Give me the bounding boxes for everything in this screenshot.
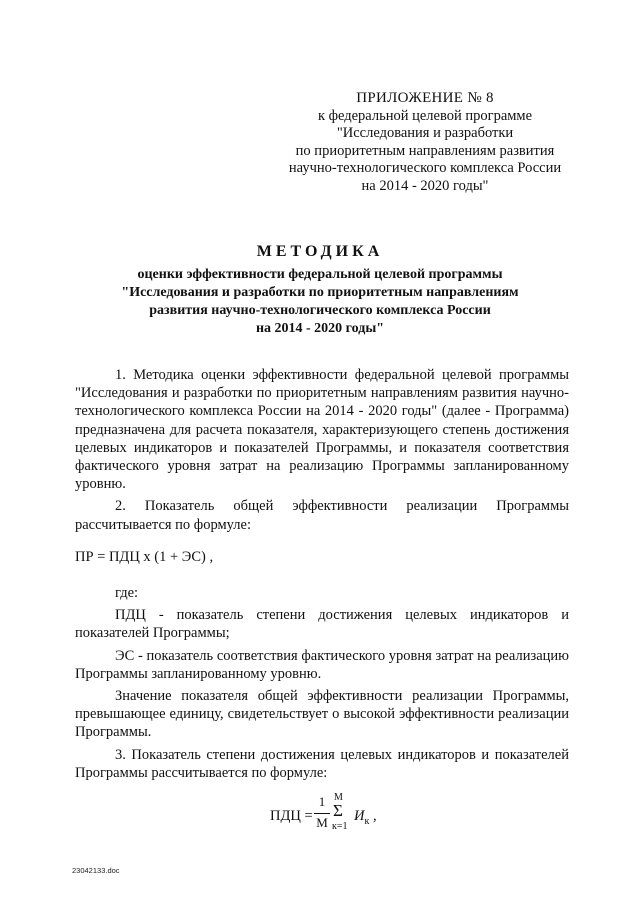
appendix-line: по приоритетным направлениям развития [295, 142, 555, 159]
method-subtitle [70, 266, 570, 338]
fraction-bar [314, 813, 330, 814]
subtitle-line: оценки эффективности федеральной целевой программы [137, 267, 503, 282]
paragraph-1: 1. Методика оценки эффективности федеральной целевой программы "Исследования и разработки по приоритетным направлениям развития научно-технологического комплекса России на 2014 - 2020 годы" (далее - Программа) предназначена для расчета показателя, характеризующего степень достижения целевых индикаторов и показателей Программы, и показателя соответствия фактического уровня затрат на реализацию Программы запланированному уровню. [75, 367, 569, 493]
document-body [75, 366, 569, 782]
definition-pdc: ПДЦ - показатель степени достижения целевых индикаторов и показателей Программы; [75, 607, 569, 642]
paragraph-2: 2. Показатель общей эффективности реализации Программы рассчитывается по формуле: [75, 498, 569, 533]
definition-es: ЭС - показатель соответствия фактического уровня затрат на реализацию Программы запланированному уровню. [75, 647, 569, 682]
appendix-line: к федеральной целевой программе [317, 107, 533, 124]
appendix-line: на 2014 - 2020 годы" [361, 177, 489, 194]
subtitle-line: развития научно-технологического комплекса России [149, 303, 491, 318]
subtitle-line: на 2014 - 2020 годы" [255, 321, 385, 336]
term-tail: , [369, 808, 377, 824]
sum-lower-limit: к=1 [332, 821, 348, 832]
formula-2-lhs: ПДЦ = [270, 808, 313, 824]
paragraph-4: 3. Показатель степени достижения целевых индикаторов и показателей Программы рассчитывается по формуле: [75, 746, 569, 781]
sum-upper-limit: М [334, 792, 343, 803]
term-symbol: И [354, 808, 365, 824]
subtitle-line: "Исследования и разработки по приоритетным направлениям [121, 285, 519, 300]
term-subscript: к [364, 815, 370, 827]
appendix-line: научно-технологического комплекса России [288, 160, 562, 176]
paragraph-3: Значение показателя общей эффективности реализации Программы, превышающее единицу, свидетельствует о высокой эффективности реализации Программы. [75, 688, 569, 741]
method-title: МЕТОДИКА [256, 243, 384, 260]
formula-2-term [354, 808, 377, 827]
appendix-title: ПРИЛОЖЕНИЕ № 8 [356, 90, 494, 106]
fraction-numerator: 1 [318, 794, 326, 809]
appendix-header [270, 90, 580, 195]
footer-doc-id: 23042133.doc [72, 866, 120, 875]
fraction-denominator: М [316, 815, 328, 830]
formula-1: ПР = ПДЦ х (1 + ЭС) , [75, 548, 214, 565]
appendix-line: "Исследования и разработки [336, 125, 514, 141]
sum-symbol: Σ [333, 801, 343, 820]
where-label: где: [115, 585, 139, 602]
